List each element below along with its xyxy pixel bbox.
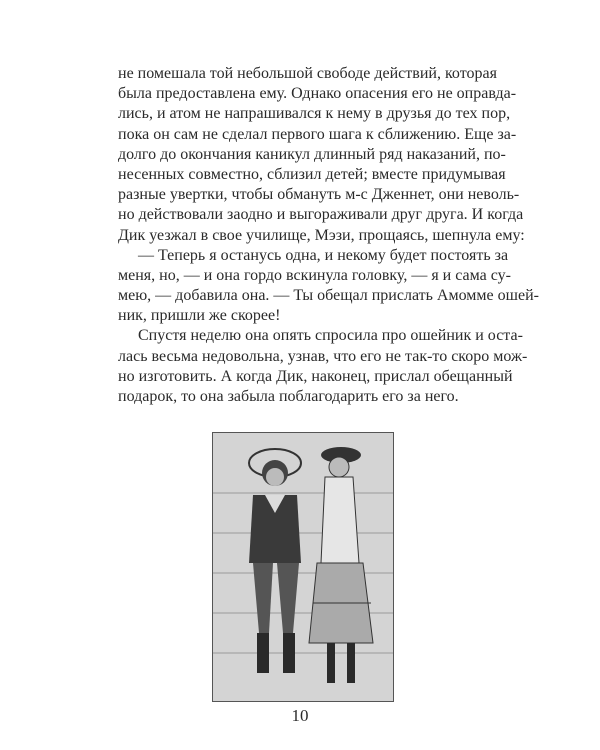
text-line: подарок, то она забыла поблагодарить его за него. <box>118 388 459 405</box>
text-line: Спустя неделю она опять спросила про ошейник и оста- <box>138 327 523 345</box>
text-line: не помешала той небольшой свободе действий, которая <box>118 65 497 82</box>
text-line: пока он сам не сделал первого шага к сближению. Еще за- <box>118 125 517 143</box>
body-text <box>118 64 539 407</box>
text-line: ник, пришли же скорее! <box>118 307 281 325</box>
text-line: но изготовить. А когда Дик, наконец, прислал обещанный <box>118 367 513 385</box>
text-line: лась весьма недовольна, узнав, что его не так-то скоро мож- <box>118 347 528 365</box>
engraving-image <box>213 433 394 702</box>
text-line: разные увертки, чтобы обмануть м-с Дженнет, они неволь- <box>118 186 520 204</box>
text-line: несенных совместно, сблизил детей; вместе придумывая <box>118 165 506 183</box>
text-line: лись, и атом не напрашивался к нему в друзья до тех пор, <box>118 105 511 123</box>
page-number: 10 <box>291 706 309 725</box>
text-line: но действовали заодно и выгораживали друг друга. И когда <box>118 206 524 224</box>
text-line: была предоставлена ему. Однако опасения его не оправда- <box>118 85 517 103</box>
illustration-children <box>212 432 394 702</box>
text-line: мею, — добавила она. — Ты обещал прислать Амомме ошей- <box>118 287 539 305</box>
text-line: меня, но, — и она гордо вскинула головку, — я и сама су- <box>118 266 511 284</box>
text-line: долго до окончания каникул длинный ряд наказаний, по- <box>118 145 506 163</box>
text-line: — Теперь я останусь одна, и некому будет постоять за <box>138 246 509 264</box>
text-line: Дик уезжал в свое училище, Мэзи, прощаясь, шепнула ему: <box>118 226 525 244</box>
